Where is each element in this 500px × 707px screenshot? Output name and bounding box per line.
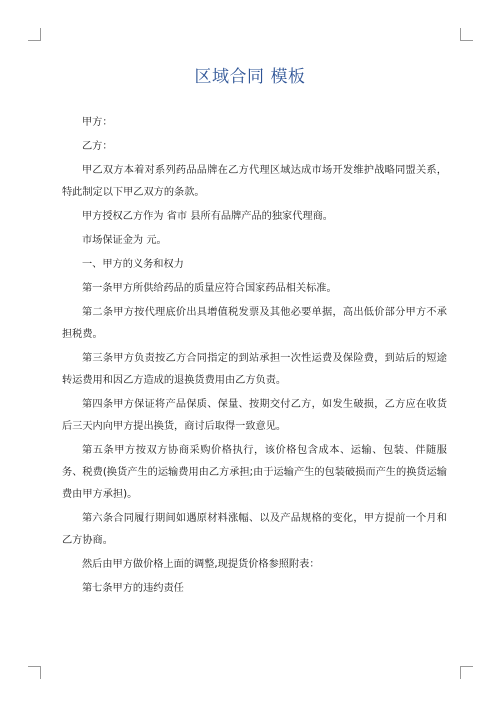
document-title: 区域合同 模板 <box>194 67 306 87</box>
crop-mark-bottom-right <box>460 666 473 679</box>
article-1: 第一条甲方所供给药品的质量应符合国家药品相关标准。 <box>82 283 337 294</box>
section-heading: 一、甲方的义务和权力 <box>82 259 184 270</box>
crop-mark-top-right <box>460 28 473 41</box>
price-adjustment-paragraph: 然后由甲方做价格上面的调整,现提货价格参照附表： <box>82 559 320 570</box>
article-5: 第五条甲方按双方协商采购价格执行，该价格包含成本、运输、包装、伴随服务、税费(换货产生的运输费用由乙方承担;由于运输产生的包装破损而产生的换货运输费由甲方承担)。 <box>62 445 447 500</box>
party-a-line: 甲方： <box>82 117 113 128</box>
article-6: 第六条合同履行期间如遇原材料涨幅、以及产品规格的变化，甲方提前一个月和乙方协商。 <box>62 513 447 546</box>
article-3: 第三条甲方负责按乙方合同指定的到站承担一次性运费及保险费，到站后的短途转运费用和因乙方造成的退换货费用由乙方负责。 <box>62 353 447 386</box>
crop-mark-top-left <box>28 28 41 41</box>
authorization-paragraph: 甲方授权乙方作为 省市 县所有品牌产品的独家代理商。 <box>82 211 333 222</box>
article-2: 第二条甲方按代理底价出具增值税发票及其他必要单据，高出低价部分甲方不承担税费。 <box>62 307 447 340</box>
preamble-paragraph: 甲乙双方本着对系列药品品牌在乙方代理区域达成市场开发维护战略同盟关系，特此制定以下甲乙双方的条款。 <box>62 165 447 198</box>
deposit-paragraph: 市场保证金为 元。 <box>82 235 167 246</box>
party-b-line: 乙方： <box>82 141 113 152</box>
document-body <box>62 112 447 602</box>
article-7: 第七条甲方的违约责任 <box>82 583 184 594</box>
crop-mark-bottom-left <box>28 666 41 679</box>
article-4: 第四条甲方保证将产品保质、保量、按期交付乙方，如发生破损，乙方应在收货后三天内向甲方提出换货，商讨后取得一致意见。 <box>62 399 447 432</box>
